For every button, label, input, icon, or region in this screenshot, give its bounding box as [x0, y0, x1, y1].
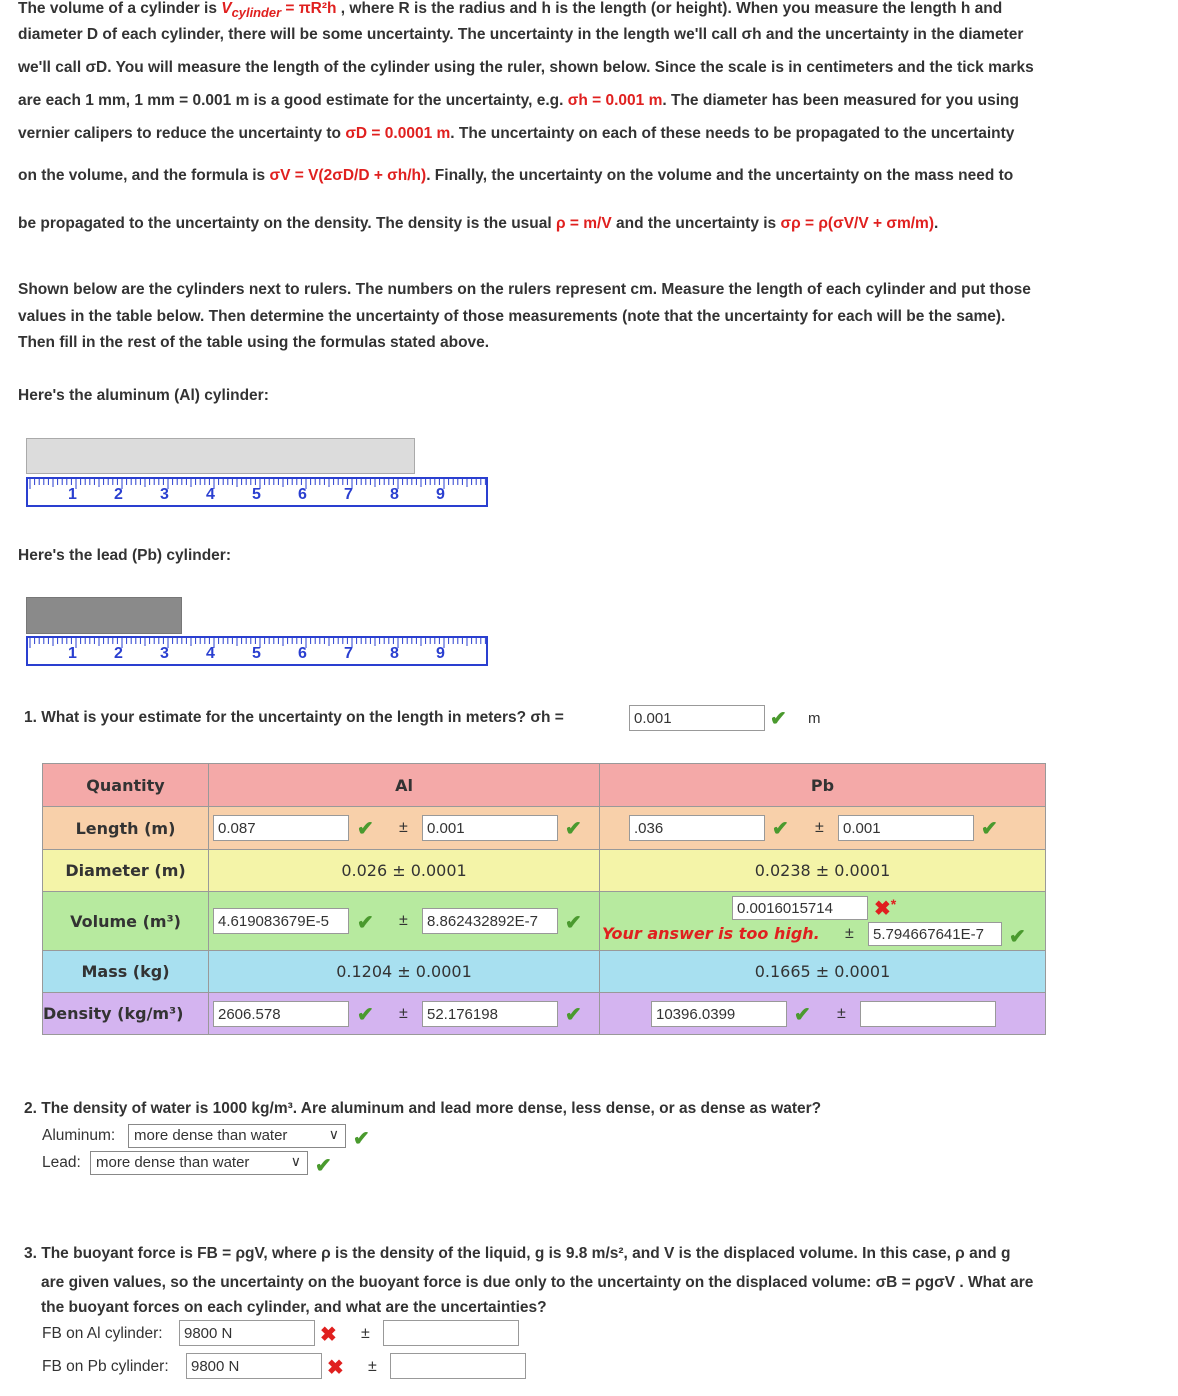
q3-text: [24, 1239, 1164, 1322]
q1-unit: m: [808, 710, 821, 727]
intro-sigma-rho-formula: σρ = ρ(σV/V + σm/m): [780, 215, 934, 232]
ruler-number: 8: [390, 645, 399, 662]
ruler-number: 7: [344, 486, 353, 503]
check-icon: ✔: [1009, 926, 1026, 948]
header-pb-label: Pb: [810, 775, 835, 795]
intro-line-7e: .: [933, 215, 939, 232]
pb-diameter-cell: [600, 850, 1046, 892]
pb-density-cell: [600, 993, 1046, 1035]
ruler-number: 1: [68, 486, 77, 503]
density-label-cell: [43, 993, 209, 1035]
results-table: [42, 763, 1046, 1035]
volume-label-cell: [43, 892, 209, 951]
q3-pb-force-input[interactable]: [186, 1353, 322, 1379]
instructions-line-1: Shown below are the cylinders next to rulers. The numbers on the rulers represent cm. Measure the length of each cylinder and put those: [18, 281, 1031, 298]
pb-length-uncertainty-input[interactable]: [838, 815, 974, 841]
check-icon: ✔: [981, 818, 998, 840]
check-icon: ✔: [794, 1004, 811, 1026]
ruler-number: 5: [252, 645, 261, 662]
ruler-number: 5: [252, 486, 261, 503]
al-volume-cell: [209, 892, 600, 951]
q1-text: 1. What is your estimate for the uncertainty on the length in meters? σh =: [24, 709, 564, 726]
check-icon: ✔: [315, 1155, 332, 1177]
check-icon: ✔: [357, 818, 374, 840]
intro-line-1a: The volume of a cylinder is: [18, 0, 222, 17]
ruler-number: 3: [160, 486, 169, 503]
intro-line-7c: and the uncertainty is: [611, 215, 781, 232]
al-diameter-cell: [209, 850, 600, 892]
al-mass-value: 0.1204 ± 0.0001: [336, 962, 472, 981]
plus-minus: ±: [399, 1005, 408, 1022]
intro-cylinder: cylinder: [231, 5, 282, 21]
pb-volume-feedback: Your answer is too high.: [602, 924, 820, 943]
header-quantity-label: Quantity: [86, 775, 165, 795]
ruler-number: 7: [344, 645, 353, 662]
length-label: Length (m): [75, 818, 176, 838]
plus-minus: ±: [815, 819, 824, 836]
pb-length-input[interactable]: [629, 815, 765, 841]
plus-minus: ±: [399, 819, 408, 836]
al-cylinder-label: Here's the aluminum (Al) cylinder:: [18, 387, 269, 404]
chevron-down-icon: ∨: [328, 1126, 339, 1142]
header-pb: [600, 764, 1046, 807]
intro-line-5a: vernier calipers to reduce the uncertainty to: [18, 125, 346, 142]
ruler-number: 2: [114, 486, 123, 503]
ruler-number: 6: [298, 486, 307, 503]
instructions-line-3: Then fill in the rest of the table using the formulas stated above.: [18, 334, 490, 351]
check-icon: ✔: [357, 912, 374, 934]
al-density-input[interactable]: [213, 1001, 349, 1027]
intro-line-4a: are each 1 mm, 1 mm = 0.001 m is a good estimate for the uncertainty, e.g.: [18, 92, 568, 109]
plus-minus: ±: [837, 1005, 846, 1022]
intro-line-2: diameter D of each cylinder, there will be some uncertainty. The uncertainty in the length we'll call σh and the uncertainty in the diameter: [18, 26, 1024, 43]
q3-line-2: are given values, so the uncertainty on the buoyant force is due only to the uncertainty on the displaced volume: σB = ρgσV . What are: [41, 1274, 1034, 1291]
check-icon: ✔: [770, 708, 787, 730]
q3-al-label: FB on Al cylinder:: [42, 1325, 163, 1342]
q3-al-uncertainty-input[interactable]: [383, 1320, 519, 1346]
q1-sigma-h-input[interactable]: [629, 705, 765, 731]
ruler-number: 4: [206, 645, 215, 662]
ruler-number: 9: [436, 645, 445, 662]
pb-cylinder: [26, 597, 182, 634]
ruler-number: 1: [68, 645, 77, 662]
intro-line-6c: . Finally, the uncertainty on the volume and the uncertainty on the mass need to: [426, 167, 1014, 184]
mass-label-cell: [43, 951, 209, 993]
pb-density-input[interactable]: [651, 1001, 787, 1027]
q2-al-label: Aluminum:: [42, 1127, 116, 1144]
check-icon: ✔: [565, 1004, 582, 1026]
intro-v: V: [221, 0, 232, 17]
pb-volume-uncertainty-input[interactable]: [868, 922, 1002, 946]
check-icon: ✔: [357, 1004, 374, 1026]
ruler-number: 6: [298, 645, 307, 662]
al-mass-cell: [209, 951, 600, 993]
q2-pb-select[interactable]: [90, 1151, 308, 1175]
instructions-line-2: values in the table below. Then determine the uncertainty of those measurements (note that the uncertainty for each will be the same).: [18, 307, 1006, 325]
q3-pb-uncertainty-input[interactable]: [390, 1353, 526, 1379]
pb-cylinder-label: Here's the lead (Pb) cylinder:: [18, 547, 231, 564]
chevron-down-icon: ∨: [290, 1153, 301, 1169]
pb-volume-input[interactable]: [732, 896, 868, 920]
wrong-icon: ✖: [327, 1357, 344, 1379]
al-length-uncertainty-input[interactable]: [422, 815, 558, 841]
intro-sigma-v-formula: σV = V(2σD/D + σh/h): [269, 167, 427, 184]
pb-diameter-value: 0.0238 ± 0.0001: [754, 861, 891, 880]
q2-text: 2. The density of water is 1000 kg/m³. Are aluminum and lead more dense, less dense, or as dense as water?: [24, 1100, 822, 1117]
plus-minus: ±: [399, 912, 408, 929]
al-volume-input[interactable]: [213, 908, 349, 934]
header-al-label: Al: [395, 775, 413, 795]
pb-volume-cell: [600, 892, 1046, 951]
al-cylinder: [26, 438, 415, 474]
ruler-number: 9: [436, 486, 445, 503]
q2-al-value: more dense than water: [134, 1127, 288, 1144]
al-volume-uncertainty-input[interactable]: [422, 908, 558, 934]
volume-label: Volume (m³): [70, 911, 181, 931]
intro-line-4c: . The diameter has been measured for you using: [662, 92, 1019, 109]
header-al: [209, 764, 600, 807]
q3-line-1: 3. The buoyant force is FB = ρgV, where ρ is the density of the liquid, g is 9.8 m/s², and V is the displaced volume. In this case, ρ and g: [24, 1245, 1011, 1262]
diameter-label-cell: [43, 850, 209, 892]
q3-al-force-input[interactable]: [179, 1320, 315, 1346]
intro-paragraph: [18, 0, 1158, 240]
check-icon: ✔: [565, 912, 582, 934]
plus-minus: ±: [368, 1358, 377, 1375]
wrong-icon: ✖*: [874, 896, 897, 920]
plus-minus: ±: [361, 1325, 370, 1342]
q2-pb-value: more dense than water: [96, 1154, 250, 1171]
pb-length-cell: [600, 807, 1046, 850]
intro-line-1e: , where R is the radius and h is the length (or height). When you measure the length h and: [336, 0, 1003, 17]
pb-ruler: [26, 636, 488, 666]
intro-line-7a: be propagated to the uncertainty on the density. The density is the usual: [18, 215, 556, 232]
header-quantity: [43, 764, 209, 807]
al-length-cell: [209, 807, 600, 850]
length-label-cell: [43, 807, 209, 850]
q3-line-3: the buoyant forces on each cylinder, and what are the uncertainties?: [41, 1299, 547, 1316]
intro-line-6a: on the volume, and the formula is: [18, 167, 270, 184]
ruler-number: 2: [114, 645, 123, 662]
ruler-number: 4: [206, 486, 215, 503]
check-icon: ✔: [565, 818, 582, 840]
intro-sigma-d: σD = 0.0001 m: [345, 125, 451, 142]
al-length-input[interactable]: [213, 815, 349, 841]
ruler-number: 3: [160, 645, 169, 662]
intro-density-formula: ρ = m/V: [555, 215, 612, 232]
density-label: Density (kg/m³): [43, 1004, 184, 1023]
intro-formula: = πR²h: [281, 0, 337, 17]
q3-pb-label: FB on Pb cylinder:: [42, 1358, 169, 1375]
pb-mass-cell: [600, 951, 1046, 993]
ruler-number: 8: [390, 486, 399, 503]
pb-mass-value: 0.1665 ± 0.0001: [754, 962, 891, 981]
al-ruler: [26, 477, 488, 507]
check-icon: ✔: [772, 818, 789, 840]
instructions-paragraph: [18, 277, 1158, 357]
q2-al-select[interactable]: [128, 1124, 346, 1148]
wrong-icon: ✖: [320, 1324, 337, 1346]
al-density-cell: [209, 993, 600, 1035]
al-density-uncertainty-input[interactable]: [422, 1001, 558, 1027]
check-icon: ✔: [353, 1128, 370, 1150]
diameter-label: Diameter (m): [65, 861, 186, 880]
q2-pb-label: Lead:: [42, 1154, 81, 1171]
mass-label: Mass (kg): [81, 962, 170, 981]
al-diameter-value: 0.026 ± 0.0001: [341, 861, 467, 880]
intro-sigma-h: σh = 0.001 m: [567, 92, 663, 109]
plus-minus: ±: [845, 925, 854, 942]
intro-line-5c: . The uncertainty on each of these needs to be propagated to the uncertainty: [450, 125, 1015, 142]
intro-line-3: we'll call σD. You will measure the length of the cylinder using the ruler, shown below. Since the scale is in centimeters and the tick marks: [18, 59, 1034, 76]
pb-density-uncertainty-input[interactable]: [860, 1001, 996, 1027]
